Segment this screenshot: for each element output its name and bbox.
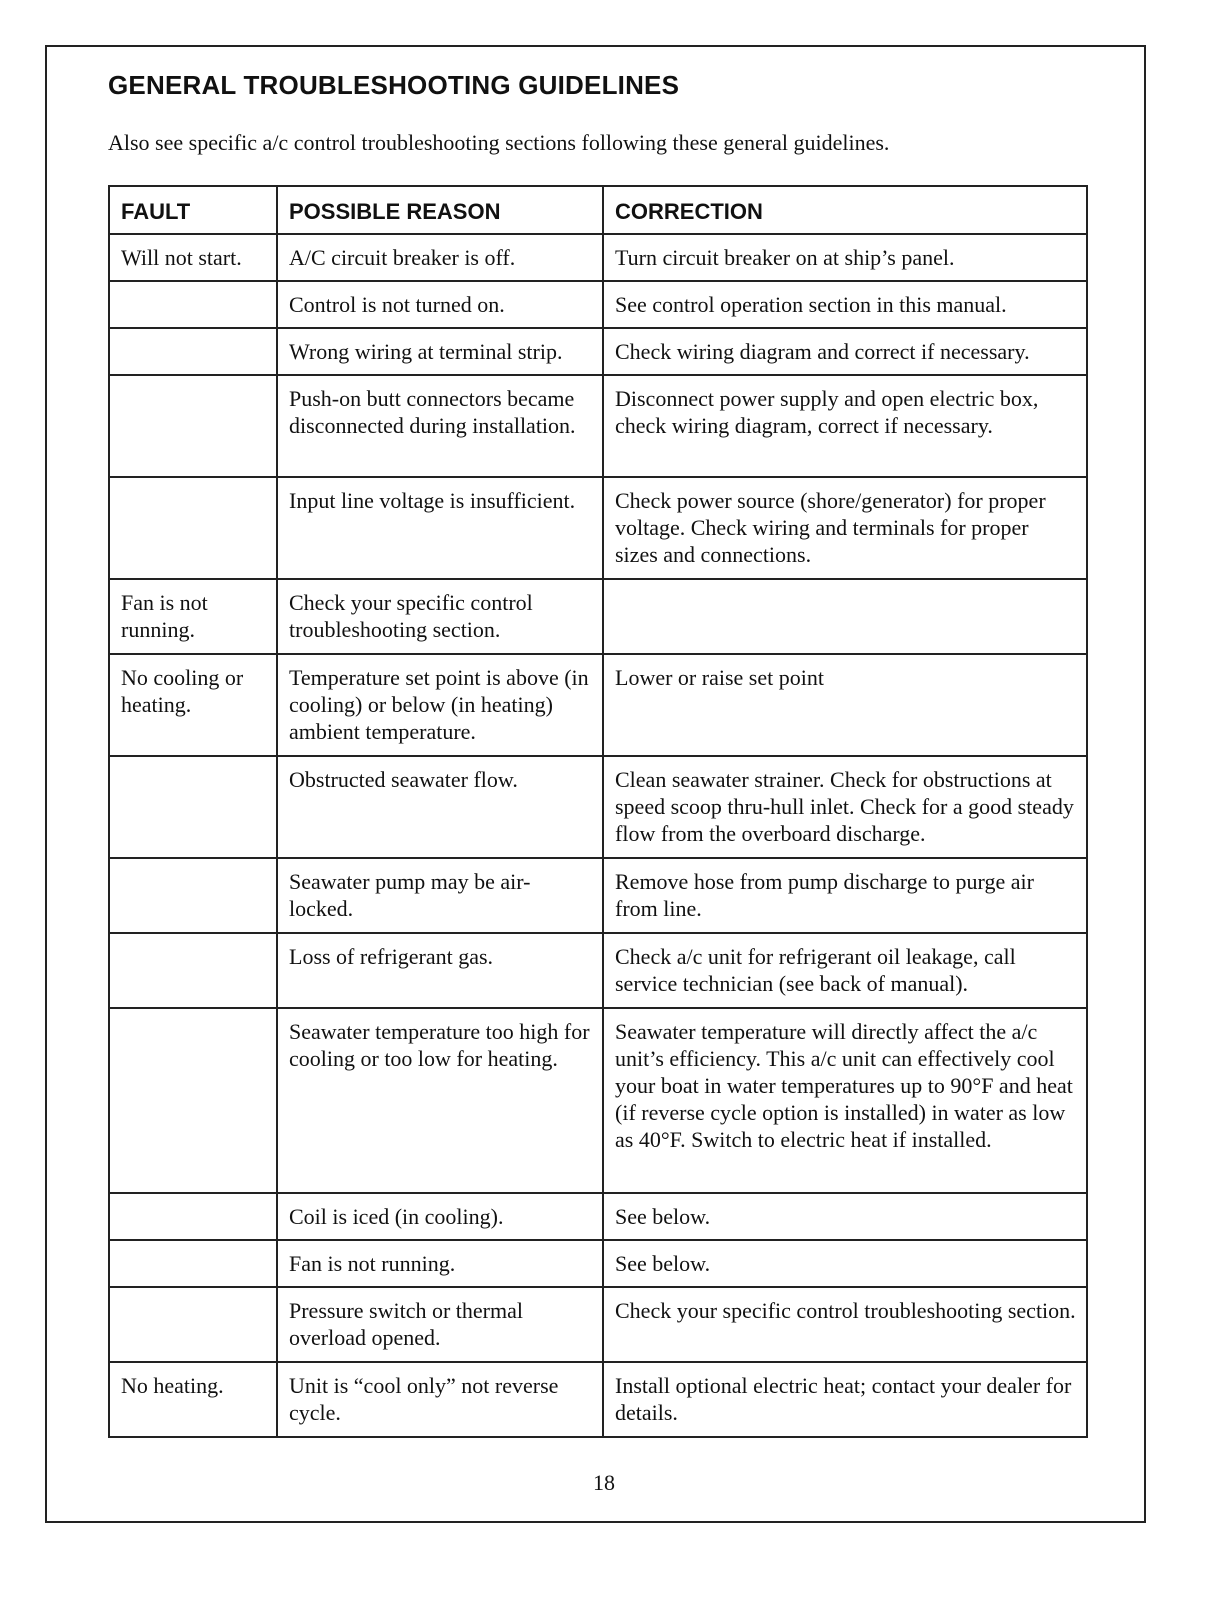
table-row bbox=[109, 234, 1087, 281]
fault-cell bbox=[109, 858, 277, 933]
fault-cell bbox=[109, 1287, 277, 1362]
correction-cell: Disconnect power supply and open electric box, check wiring diagram, correct if necessary. bbox=[603, 375, 1087, 477]
page-title: GENERAL TROUBLESHOOTING GUIDELINES bbox=[108, 70, 680, 100]
table-row bbox=[109, 756, 1087, 858]
reason-cell: Coil is iced (in cooling). bbox=[277, 1193, 603, 1240]
table-row bbox=[109, 477, 1087, 579]
correction-cell: Check your specific control troubleshooting section. bbox=[603, 1287, 1087, 1362]
fault-cell: Fan is not running. bbox=[109, 579, 277, 654]
intro-text: Also see specific a/c control troubleshooting sections following these general guidelines. bbox=[108, 130, 890, 155]
page-number: 18 bbox=[593, 1470, 615, 1495]
table-row bbox=[109, 1362, 1087, 1437]
fault-cell bbox=[109, 477, 277, 579]
column-header-reason: POSSIBLE REASON bbox=[277, 186, 603, 234]
reason-cell: Push-on butt connectors became disconnected during installation. bbox=[277, 375, 603, 477]
table-row bbox=[109, 1240, 1087, 1287]
fault-cell: No heating. bbox=[109, 1362, 277, 1437]
correction-cell: Lower or raise set point bbox=[603, 654, 1087, 756]
reason-cell: Check your specific control troubleshooting section. bbox=[277, 579, 603, 654]
fault-cell bbox=[109, 756, 277, 858]
table-row bbox=[109, 933, 1087, 1008]
reason-cell: Input line voltage is insufficient. bbox=[277, 477, 603, 579]
table-row bbox=[109, 1287, 1087, 1362]
table-row bbox=[109, 375, 1087, 477]
table-header-row bbox=[109, 186, 1087, 234]
reason-cell: Control is not turned on. bbox=[277, 281, 603, 328]
fault-cell bbox=[109, 281, 277, 328]
correction-cell: Check power source (shore/generator) for proper voltage. Check wiring and terminals for proper sizes and connections. bbox=[603, 477, 1087, 579]
column-header-fault: FAULT bbox=[109, 186, 277, 234]
column-header-correction: CORRECTION bbox=[603, 186, 1087, 234]
reason-cell: Obstructed seawater flow. bbox=[277, 756, 603, 858]
correction-cell bbox=[603, 579, 1087, 654]
table-row bbox=[109, 281, 1087, 328]
fault-cell bbox=[109, 933, 277, 1008]
reason-cell: Loss of refrigerant gas. bbox=[277, 933, 603, 1008]
correction-cell: Turn circuit breaker on at ship’s panel. bbox=[603, 234, 1087, 281]
fault-cell bbox=[109, 1008, 277, 1193]
fault-cell: No cooling or heating. bbox=[109, 654, 277, 756]
table-row bbox=[109, 1193, 1087, 1240]
reason-cell: Fan is not running. bbox=[277, 1240, 603, 1287]
correction-cell: See control operation section in this manual. bbox=[603, 281, 1087, 328]
correction-cell: Install optional electric heat; contact your dealer for details. bbox=[603, 1362, 1087, 1437]
correction-cell: Remove hose from pump discharge to purge air from line. bbox=[603, 858, 1087, 933]
table-row bbox=[109, 579, 1087, 654]
correction-cell: Check wiring diagram and correct if necessary. bbox=[603, 328, 1087, 375]
table-row bbox=[109, 328, 1087, 375]
fault-cell bbox=[109, 328, 277, 375]
correction-cell: Check a/c unit for refrigerant oil leakage, call service technician (see back of manual). bbox=[603, 933, 1087, 1008]
table-row bbox=[109, 654, 1087, 756]
troubleshooting-table bbox=[108, 185, 1088, 1438]
table-row bbox=[109, 1008, 1087, 1193]
reason-cell: Pressure switch or thermal overload opened. bbox=[277, 1287, 603, 1362]
reason-cell: A/C circuit breaker is off. bbox=[277, 234, 603, 281]
correction-cell: Clean seawater strainer. Check for obstructions at speed scoop thru-hull inlet. Check for a good steady flow from the overboard discharge. bbox=[603, 756, 1087, 858]
reason-cell: Wrong wiring at terminal strip. bbox=[277, 328, 603, 375]
reason-cell: Seawater temperature too high for cooling or too low for heating. bbox=[277, 1008, 603, 1193]
fault-cell bbox=[109, 375, 277, 477]
fault-cell bbox=[109, 1240, 277, 1287]
correction-cell: Seawater temperature will directly affect the a/c unit’s efficiency. This a/c unit can effectively cool your boat in water temperatures up to 90°F and heat (if reverse cycle option is installed) in water as low as 40°F. Switch to electric heat if installed. bbox=[603, 1008, 1087, 1193]
reason-cell: Temperature set point is above (in cooling) or below (in heating) ambient temperature. bbox=[277, 654, 603, 756]
fault-cell: Will not start. bbox=[109, 234, 277, 281]
correction-cell: See below. bbox=[603, 1240, 1087, 1287]
correction-cell: See below. bbox=[603, 1193, 1087, 1240]
table-row bbox=[109, 858, 1087, 933]
reason-cell: Unit is “cool only” not reverse cycle. bbox=[277, 1362, 603, 1437]
reason-cell: Seawater pump may be air-locked. bbox=[277, 858, 603, 933]
fault-cell bbox=[109, 1193, 277, 1240]
